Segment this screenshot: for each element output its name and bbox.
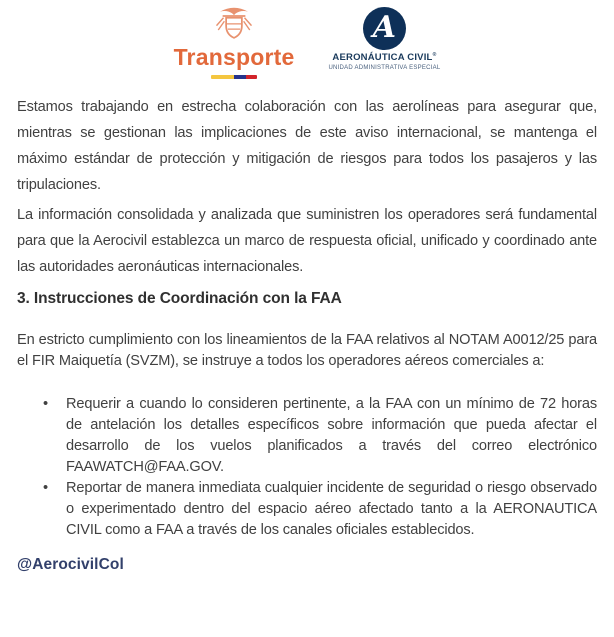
instructions-list xyxy=(17,394,597,541)
header-logos xyxy=(17,4,597,71)
flag-red-band xyxy=(246,75,258,79)
flag-blue-band xyxy=(234,75,246,79)
section-heading-faa-coordination: 3. Instrucciones de Coordinación con la FAA xyxy=(17,290,342,307)
social-handle: @AerocivilCol xyxy=(17,556,124,573)
ministry-transporte-logo xyxy=(174,4,295,79)
colombia-flag-strip xyxy=(211,75,257,79)
document-body xyxy=(17,94,597,541)
colombia-coat-of-arms-icon xyxy=(213,6,255,45)
aerocivil-logo xyxy=(328,4,440,71)
aerocivil-name: AERONÁUTICA CIVIL® xyxy=(332,52,437,64)
paragraph-consolidated-info: La información consolidada y analizada que suministren los operadores será fundamental para que la Aerocivil establezca un marco de respuesta oficial, unificado y coordinado ante las autoridades aeronáuticas internacionales. xyxy=(17,207,597,275)
paragraph-faa-compliance: En estricto cumplimiento con los lineamientos de la FAA relativos al NOTAM A0012/25 para el FIR Maiquetía (SVZM), se instruye a todos los operadores aéreos comerciales a: xyxy=(17,332,597,369)
aerocivil-circle-icon xyxy=(363,7,406,50)
flag-yellow-band xyxy=(211,75,234,79)
list-item-require-faa: • Requerir a cuando lo consideren pertinente, a la FAA con un mínimo de 72 horas de antelación los detalles específicos sobre información que pueda afectar el desarrollo de los vuelos planificados a través del correo electrónico FAAWATCH@FAA.GOV. xyxy=(41,394,597,478)
paragraph-collaboration: Estamos trabajando en estrecha colaboración con las aerolíneas para asegurar que, mientras se gestionan las implicaciones de este aviso internacional, se mantenga el máximo estándar de protección y mitigación de riesgos para todos los pasajeros y las tripulaciones. xyxy=(17,99,597,193)
registered-mark: ® xyxy=(432,52,437,58)
list-item-report-incidents: • Reportar de manera inmediata cualquier incidente de seguridad o riesgo observado o experimentado dentro del espacio aéreo afectado tanto a la AERONAUTICA CIVIL como a FAA a través de los canales oficiales establecidos. xyxy=(41,478,597,541)
aerocivil-subtitle: UNIDAD ADMINISTRATIVA ESPECIAL xyxy=(328,64,441,71)
aerocivil-monogram: A xyxy=(372,9,397,45)
transporte-wordmark: Transporte xyxy=(173,44,295,70)
